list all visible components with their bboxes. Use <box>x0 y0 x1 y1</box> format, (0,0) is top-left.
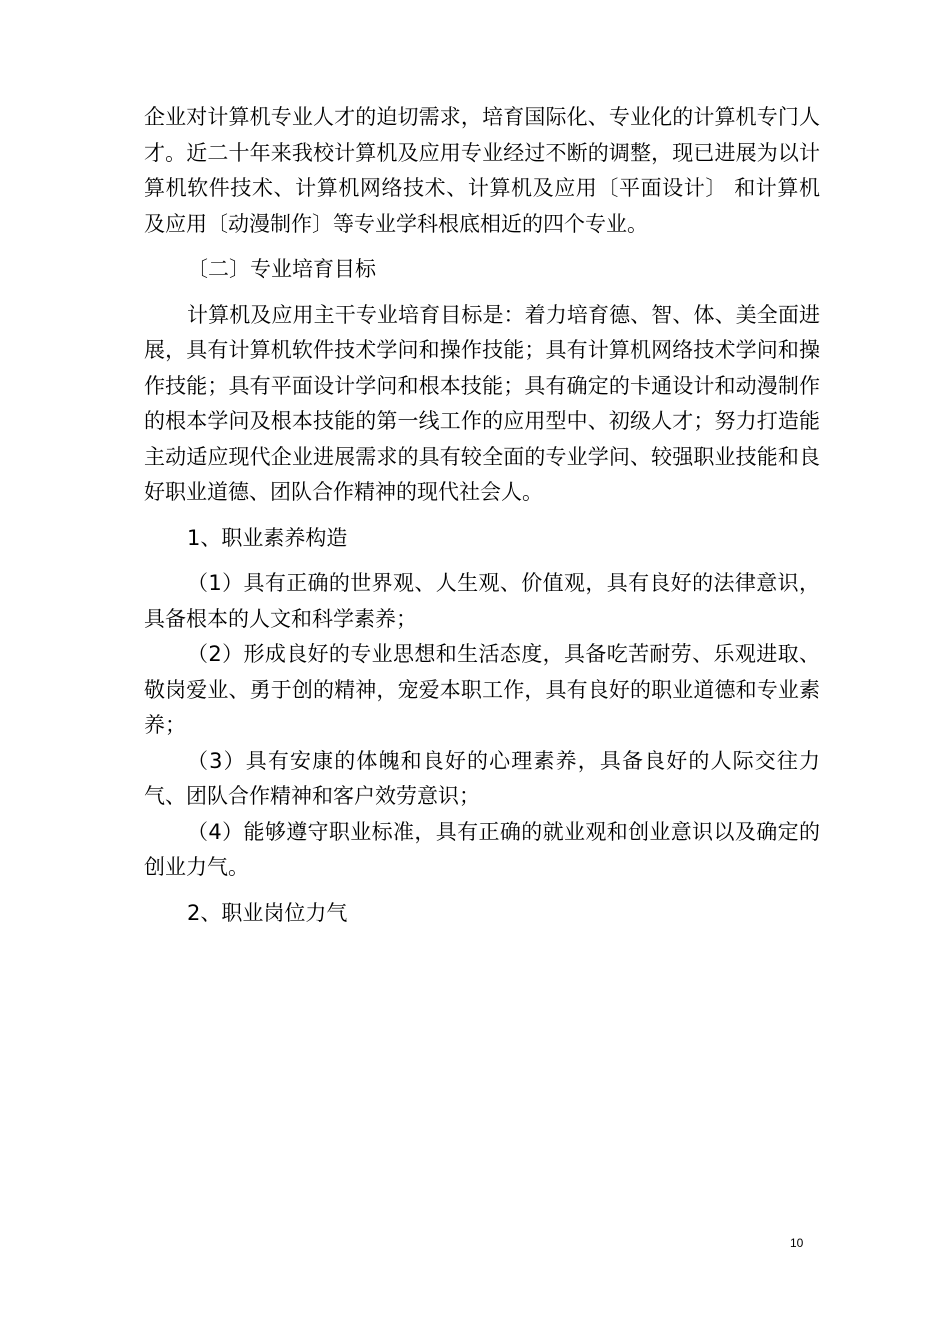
document-body <box>144 100 820 931</box>
subheading-job-ability: 2、职业岗位力气 <box>187 900 348 925</box>
list-item-quality-1: （1）具有正确的世界观、人生观、价值观，具有良好的法律意识，具备根本的人文和科学素养； <box>144 571 820 631</box>
paragraph-intro-continuation: 企业对计算机专业人才的迫切需求，培育国际化、专业化的计算机专门人才。近二十年来我校计算机及应用专业经过不断的调整，现已进展为以计算机软件技术、计算机网络技术、计算机及应用〔平面设计〕 和计算机及应用〔动漫制作〕等专业学科根底相近的四个专业。 <box>144 105 820 236</box>
page-number: 10 <box>790 1236 804 1250</box>
list-item-quality-4: （4）能够遵守职业标准，具有正确的就业观和创业意识以及确定的创业力气。 <box>144 819 820 879</box>
list-item-quality-2: （2）形成良好的专业思想和生活态度，具备吃苦耐劳、乐观进取、敬岗爱业、勇于创的精神，宠爱本职工作，具有良好的职业道德和专业素养； <box>144 642 820 737</box>
section-heading-training-goals: 〔二〕专业培育目标 <box>187 257 376 281</box>
paragraph-training-goals: 计算机及应用主干专业培育目标是：着力培育德、智、体、美全面进展，具有计算机软件技术学问和操作技能；具有计算机网络技术学问和操作技能；具有平面设计学问和根本技能；具有确定的卡通设计和动漫制作的根本学问及根本技能的第一线工作的应用型中、初级人才；努力打造能主动适应现代企业进展需求的具有较全面的专业学问、较强职业技能和良好职业道德、团队合作精神的现代社会人。 <box>144 302 820 504</box>
subheading-professional-quality: 1、职业素养构造 <box>187 525 348 550</box>
list-item-quality-3: （3）具有安康的体魄和良好的心理素养，具备良好的人际交往力气、团队合作精神和客户效劳意识； <box>144 748 820 808</box>
